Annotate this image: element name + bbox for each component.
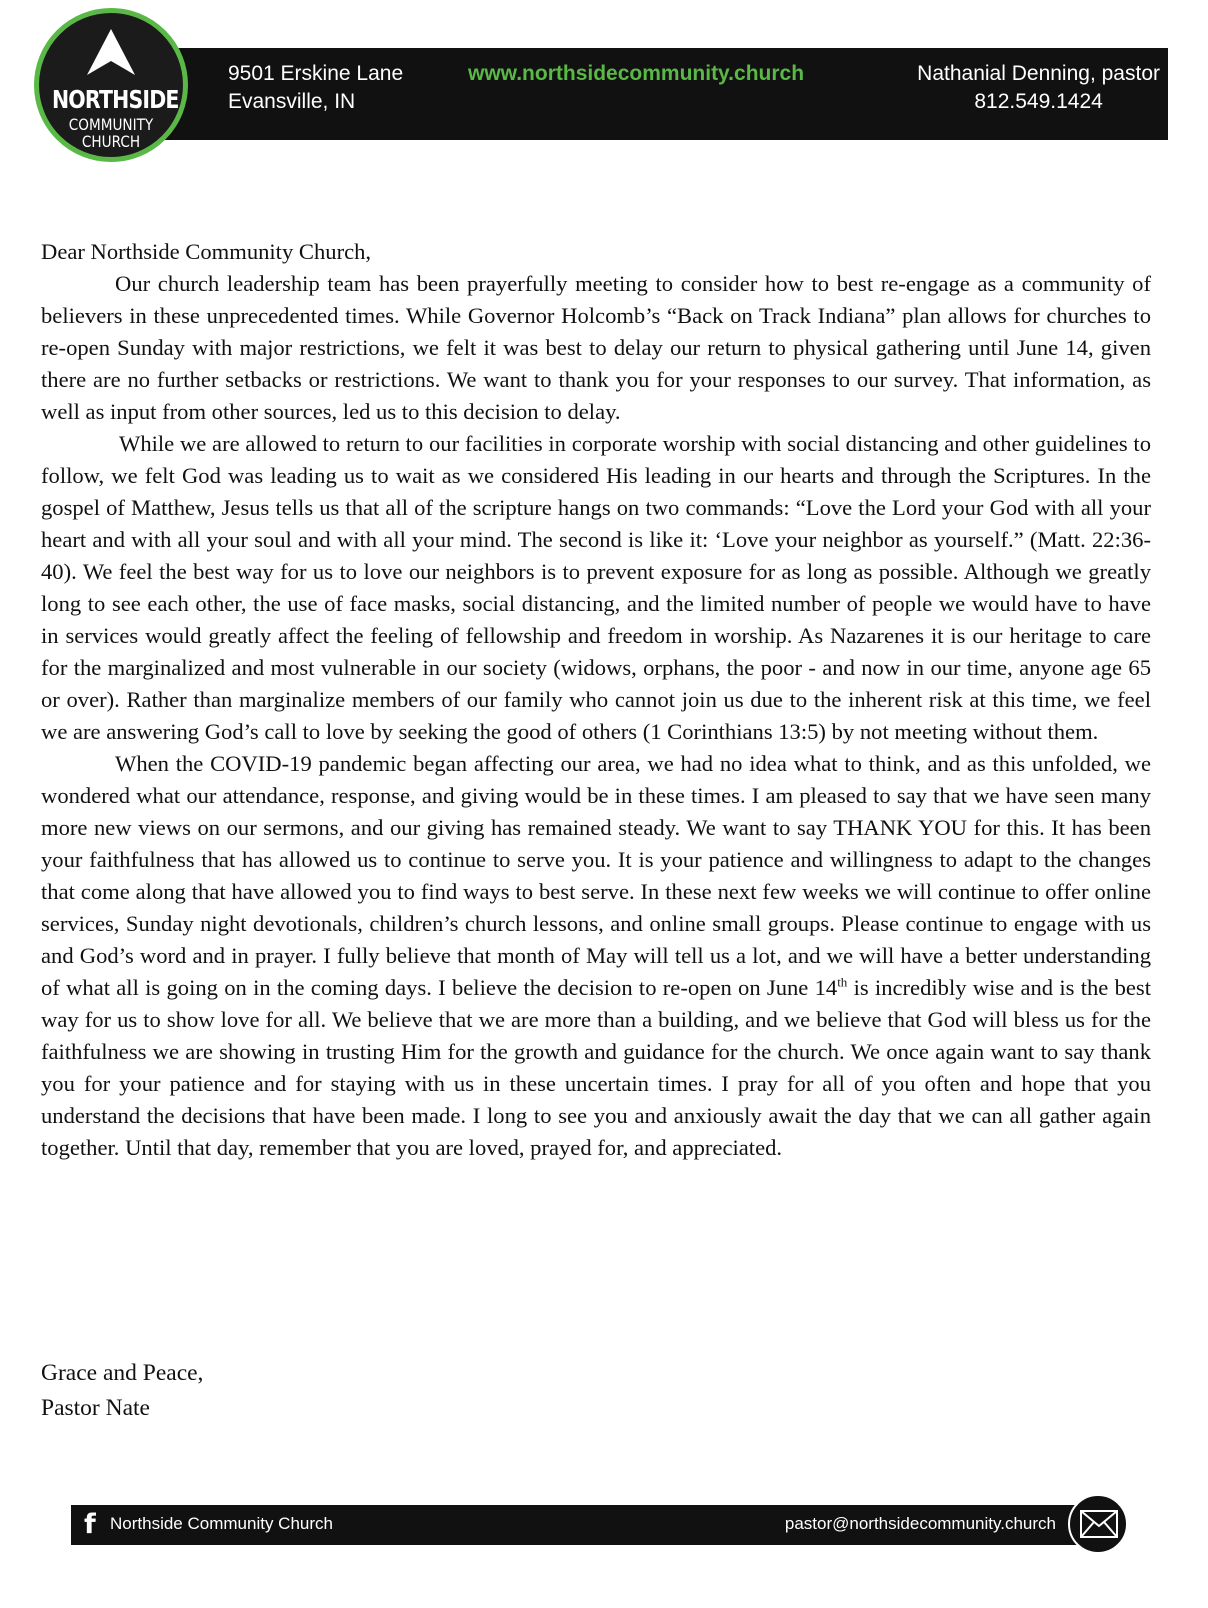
- address-city: Evansville, IN: [228, 90, 356, 113]
- email-link[interactable]: pastor@northsidecommunity.church: [784, 1514, 1056, 1533]
- church-logo: [34, 8, 188, 162]
- logo-line-community: COMMUNITY: [68, 115, 154, 134]
- ordinal-suffix: th: [837, 974, 848, 990]
- letter-paragraph-3: [41, 748, 1151, 1164]
- logo-line-northside: NORTHSIDE: [51, 85, 179, 114]
- facebook-icon[interactable]: f: [84, 1509, 96, 1540]
- website-link[interactable]: www.northsidecommunity.church: [468, 62, 805, 85]
- paragraph-3-part-2: is incredibly wise and is the best way for us to show love for all. We believe that we are more than a building, and we believe that God will bless us for the faithfulness we are showing in trusting Him for the growth and guidance for the church. We once again want to say thank you for your patience and for staying with us in these uncertain times. I pray for all of you often and hope that you understand the decisions that have been made. I long to see you and anxiously await the day that we can all gather again together. Until that day, remember that you are loved, prayed for, and appreciated.: [41, 975, 1151, 1160]
- church-address: [228, 60, 403, 116]
- pastor-contact: [917, 60, 1160, 116]
- paragraph-3-part-1: When the COVID-19 pandemic began affecting our area, we had no idea what to think, and as this unfolded, we wondered what our attendance, response, and giving would be in these times. I am pleased to say that we have seen many more new views on our sermons, and our giving has remained steady. We want to say THANK YOU for this. It has been your faithfulness that has allowed us to continue to serve you. It is your patience and willingness to adapt to the changes that come along that have allowed you to find ways to best serve. In these next few weeks we will continue to offer online services, Sunday night devotionals, children’s church lessons, and online small groups. Please continue to engage with us and God’s word and in prayer. I fully believe that month of May will tell us a lot, and we will have a better understanding of what all is going on in the coming days. I believe the decision to re-open on June 14: [41, 751, 1151, 1000]
- signature: Pastor Nate: [41, 1395, 150, 1421]
- letter-closing: [41, 1356, 203, 1426]
- letter-body: [41, 236, 1151, 1164]
- facebook-page-name[interactable]: Northside Community Church: [110, 1514, 333, 1533]
- letter-greeting: Dear Northside Community Church,: [41, 239, 372, 264]
- letter-paragraph-2: While we are allowed to return to our facilities in corporate worship with social distancing and other guidelines to follow, we felt God was leading us to wait as we considered His leading in our hearts and through the Scriptures. In the gospel of Matthew, Jesus tells us that all of the scripture hangs on two commands: “Love the Lord your God with all your heart and with all your soul and with all your mind. The second is like it: ‘Love your neighbor as yourself.” (Matt. 22:36-40). We feel the best way for us to love our neighbors is to prevent exposure for as long as possible. Although we greatly long to see each other, the use of face masks, social distancing, and the limited number of people we would have to have in services would greatly affect the feeling of fellowship and freedom in worship. As Nazarenes it is our heritage to care for the marginalized and most vulnerable in our society (widows, orphans, the poor - and now in our time, anyone age 65 or over). Rather than marginalize members of our family who cannot join us due to the inherent risk at this time, we feel we are answering God’s call to love by seeking the good of others (1 Corinthians 13:5) by not meeting without them.: [41, 431, 1151, 744]
- logo-line-church: CHURCH: [81, 132, 141, 151]
- closing-salutation: Grace and Peace,: [41, 1360, 204, 1386]
- envelope-icon[interactable]: [1068, 1494, 1128, 1554]
- address-street: 9501 Erskine Lane: [228, 62, 404, 85]
- pastor-name: Nathanial Denning, pastor: [917, 62, 1160, 85]
- letter-paragraph-1: Our church leadership team has been prayerfully meeting to consider how to best re-engage as a community of believers in these unprecedented times. While Governor Holcomb’s “Back on Track Indiana” plan allows for churches to re-open Sunday with major restrictions, we felt it was best to delay our return to physical gathering until June 14, given there are no further setbacks or restrictions. We want to thank you for your responses to our survey. That information, as well as input from other sources, led us to this decision to delay.: [41, 271, 1151, 424]
- phone-number: 812.549.1424: [974, 90, 1103, 113]
- arrow-up-icon: [85, 27, 137, 79]
